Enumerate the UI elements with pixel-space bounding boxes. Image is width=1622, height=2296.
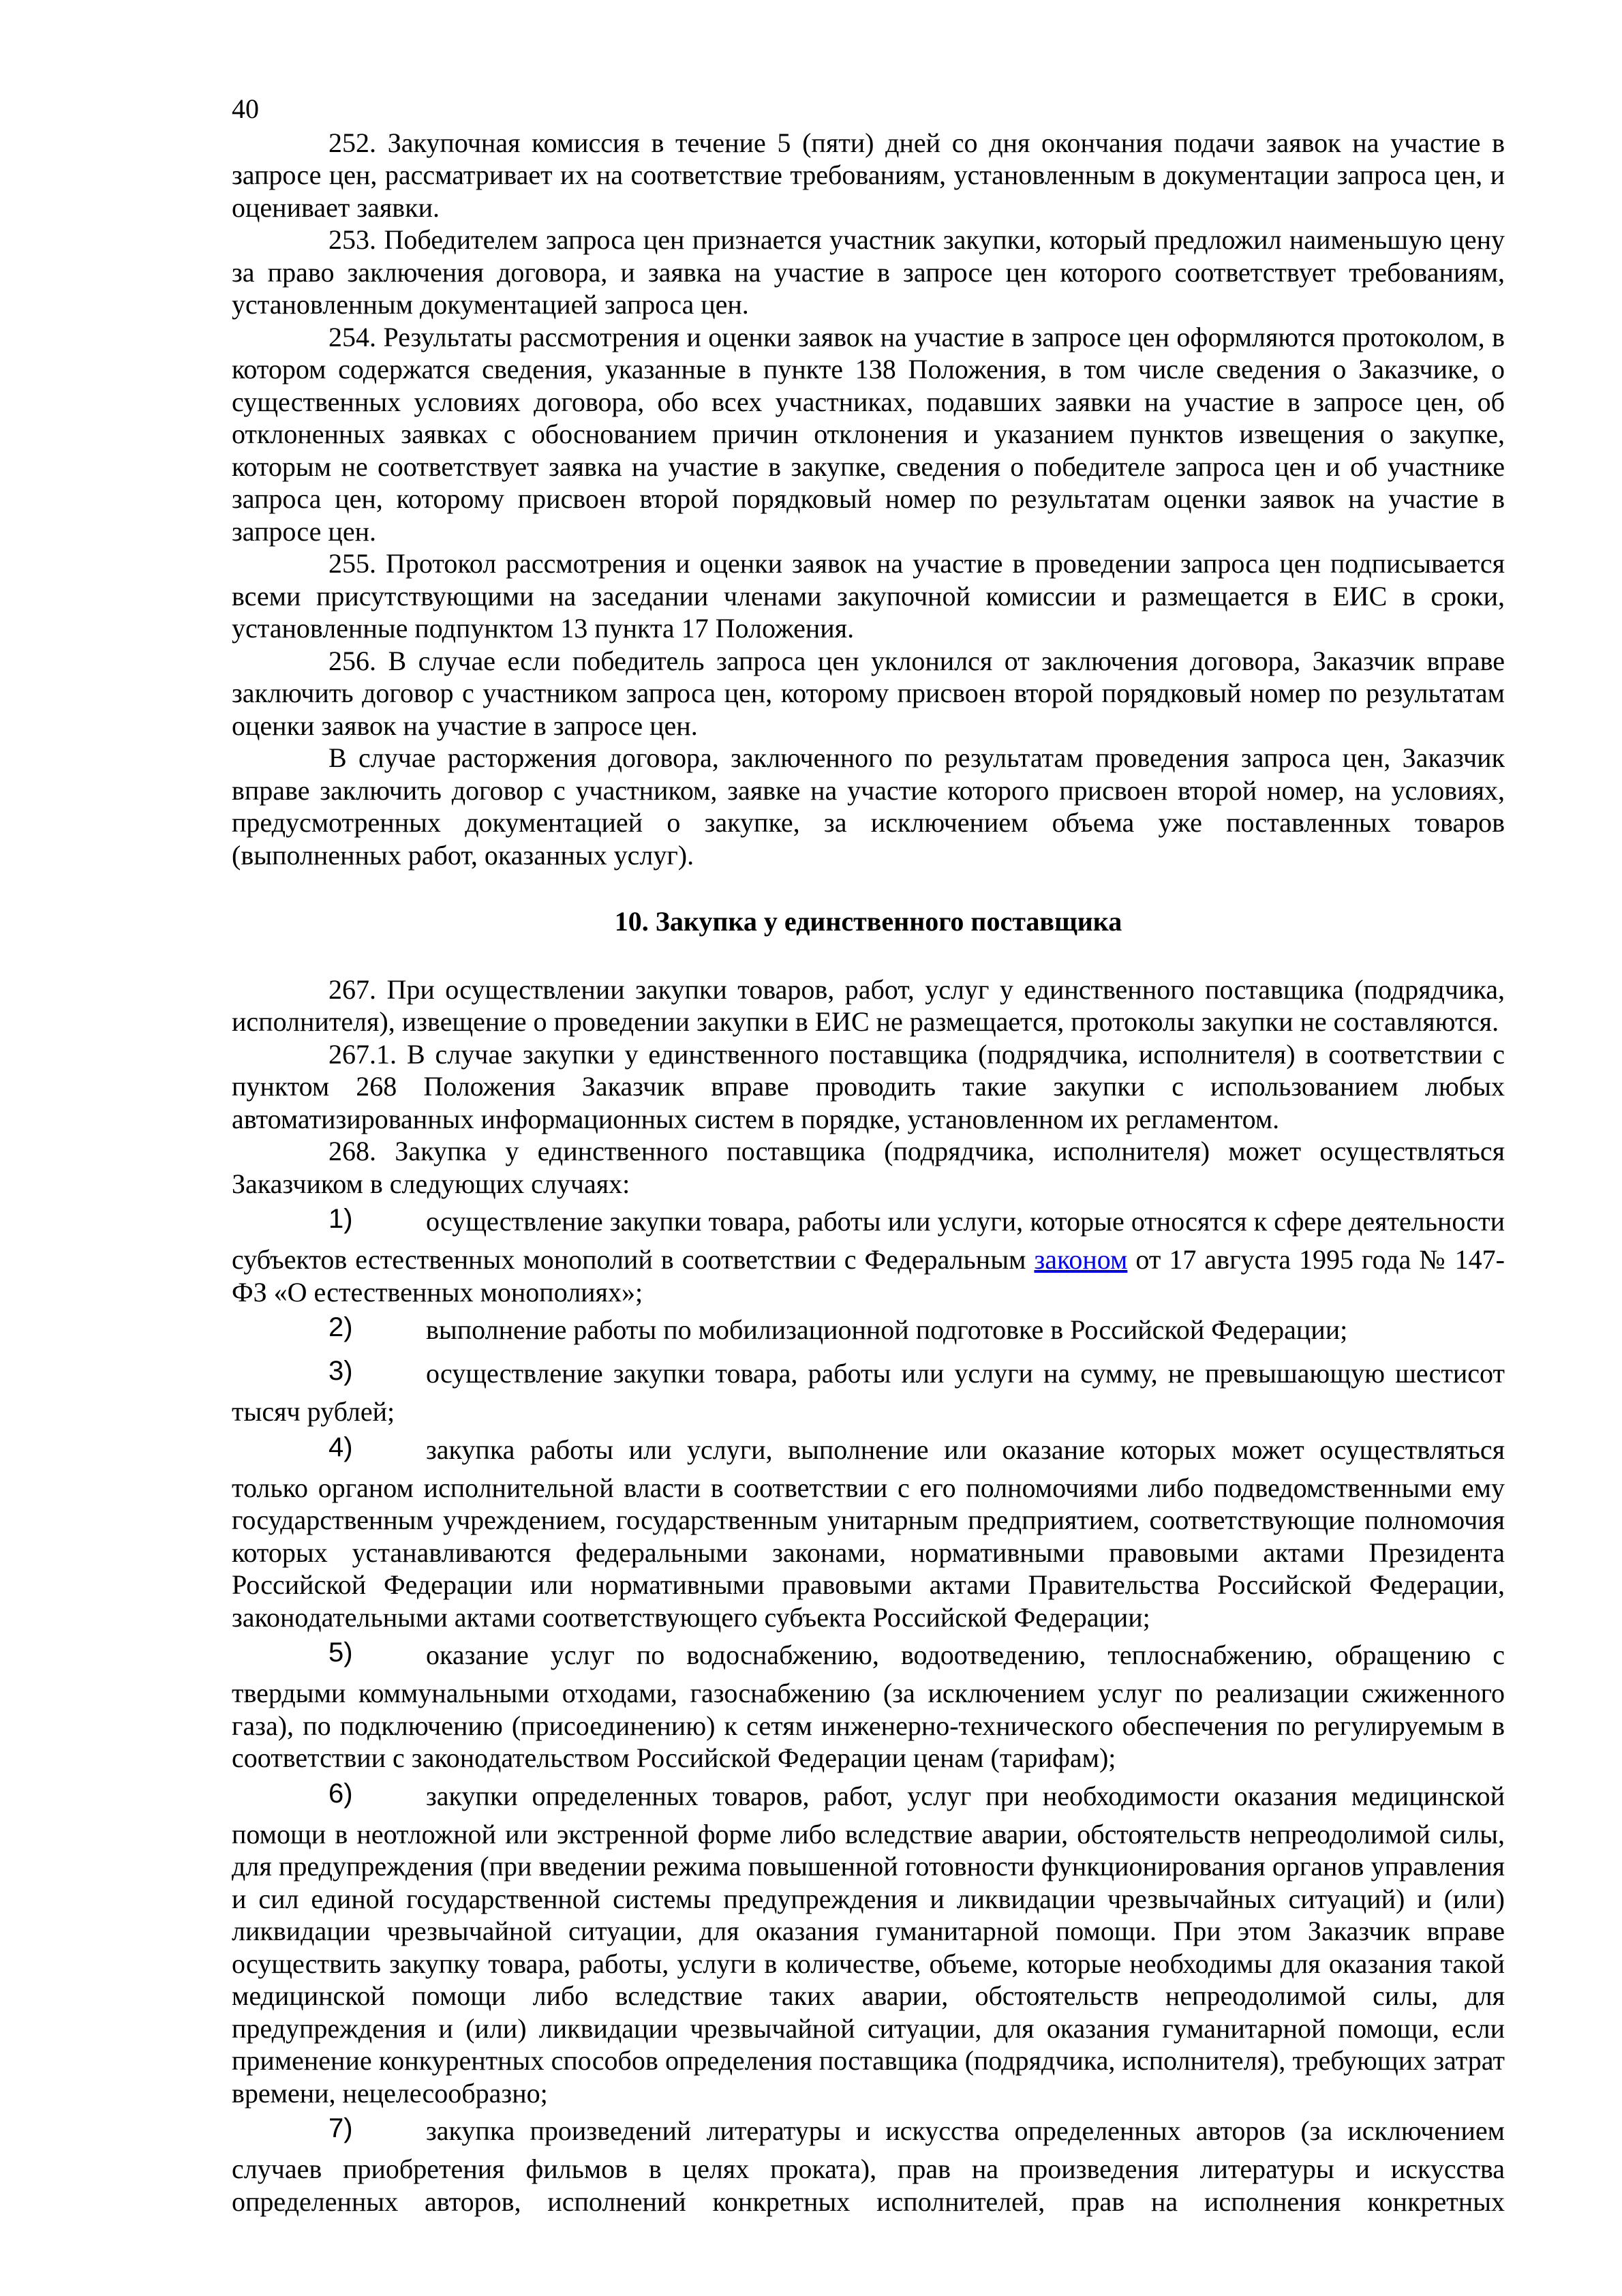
- list-marker: 4): [328, 1432, 353, 1462]
- list-item-continuation: случаев приобретения фильмов в целях проката), прав на произведения литературы и искусства определенных авторов, исполнений конкретных исполнителей, прав на исполнения конкретных: [232, 2154, 1505, 2217]
- paragraph-255: 255. Протокол рассмотрения и оценки заявок на участие в проведении запроса цен подписывается всеми присутствующими на заседании членами закупочной комиссии и размещается в ЕИС в сроки, установленные подпунктом 13 пункта 17 Положения.: [232, 548, 1505, 644]
- list-marker: 6): [328, 1778, 353, 1809]
- list-item-first-line: [232, 1428, 1505, 1472]
- list-item-2: [232, 1308, 1505, 1352]
- federal-law-link[interactable]: законом: [1034, 1244, 1128, 1275]
- list-item-text: закупка произведений литературы и искусства определенных авторов (за исключением: [426, 2115, 1505, 2146]
- paragraph-252: 252. Закупочная комиссия в течение 5 (пяти) дней со дня окончания подачи заявок на участие в запросе цен, рассматривает их на соответствие требованиям, установленным в документации запроса цен, и оценивает заявки.: [232, 127, 1505, 223]
- list-item-first-line: [232, 1200, 1505, 1243]
- list-marker: 1): [328, 1204, 353, 1234]
- page-number: 40: [232, 93, 259, 124]
- paragraph-254: 254. Результаты рассмотрения и оценки заявок на участие в запросе цен оформляются протоколом, в котором содержатся сведения, указанные в пункте 138 Положения, в том числе сведения о Заказчике, о существенных условиях договора, обо всех участниках, подавших заявки на участие в запросе цен, об отклоненных заявках с обоснованием причин отклонения и указанием пунктов извещения о закупке, которым не соответствует заявка на участие в закупке, сведения о победителе запроса цен и об участнике запроса цен, которому присвоен второй порядковый номер по результатам оценки заявок на участие в запросе цен.: [232, 321, 1505, 547]
- list-item-first-line: [232, 1774, 1505, 1818]
- paragraph-256: 256. В случае если победитель запроса цен уклонился от заключения договора, Заказчик вправе заключить договор с участником запроса цен, которому присвоен второй порядковый номер по результатам оценки заявок на участие в запросе цен.: [232, 645, 1505, 741]
- list-item-5: [232, 1633, 1505, 1774]
- list-item-7: [232, 2109, 1505, 2218]
- paragraph-253: 253. Победителем запроса цен признается участник закупки, который предложил наименьшую цену за право заключения договора, и заявка на участие в запросе цен которого соответствует требованиям, установленным документацией запроса цен.: [232, 224, 1505, 320]
- list-item-continuation: помощи в неотложной или экстренной форме либо вследствие аварии, обстоятельств непреодолимой силы, для предупреждения (при введении режима повышенной готовности функционирования органов управления и сил единой государственной системы предупреждения и ликвидации чрезвычайных ситуаций) и (или) ликвидации чрезвычайной ситуации, для оказания гуманитарной помощи. При этом Заказчик вправе осуществить закупку товара, работы, услуги в количестве, объеме, которые необходимы для оказания такой медицинской помощи либо вследствие таких аварии, обстоятельств непреодолимой силы, для предупреждения и (или) ликвидации чрезвычайной ситуации, для оказания гуманитарной помощи, если применение конкурентных способов определения поставщика (подрядчика, исполнителя), требующих затрат времени, нецелесообразно;: [232, 1818, 1505, 2109]
- list-item-4: [232, 1428, 1505, 1634]
- paragraph-268: 268. Закупка у единственного поставщика (подрядчика, исполнителя) может осуществляться Заказчиком в следующих случаях:: [232, 1136, 1505, 1199]
- list-item-text: закупки определенных товаров, работ, услуг при необходимости оказания медицинской: [426, 1780, 1505, 1811]
- list-item-text: выполнение работы по мобилизационной подготовке в Российской Федерации;: [426, 1314, 1348, 1345]
- list-marker: 3): [328, 1356, 353, 1386]
- paragraph-256-continued: В случае расторжения договора, заключенного по результатам проведения запроса цен, Заказчик вправе заключить договор с участником, заявке на участие которого присвоен второй номер, на условиях, предусмотренных документацией о закупке, за исключением объема уже поставленных товаров (выполненных работ, оказанных услуг).: [232, 742, 1505, 871]
- list-item-first-line: [232, 1352, 1505, 1395]
- list-item-1: [232, 1200, 1505, 1308]
- paragraph-267-1: 267.1. В случае закупки у единственного поставщика (подрядчика, исполнителя) в соответствии с пунктом 268 Положения Заказчик вправе проводить такие закупки с использованием любых автоматизированных информационных систем в порядке, установленном их регламентом.: [232, 1038, 1505, 1134]
- list-item-6: [232, 1774, 1505, 2110]
- list-item-text: оказание услуг по водоснабжению, водоотведению, теплоснабжению, обращению с: [426, 1640, 1505, 1670]
- list-item-text: осуществление закупки товара, работы или услуги, которые относятся к сфере деятельности: [426, 1206, 1505, 1237]
- list-item-first-line: [232, 1308, 1505, 1352]
- list-item-first-line: [232, 1633, 1505, 1677]
- list-item-continuation: тысяч рублей;: [232, 1396, 395, 1427]
- paragraph-267: 267. При осуществлении закупки товаров, работ, услуг у единственного поставщика (подрядчика, исполнителя), извещение о проведении закупки в ЕИС не размещается, протоколы закупки не составляются.: [232, 973, 1505, 1037]
- list-item-first-line: [232, 2109, 1505, 2153]
- list-item-text: от 17 августа 1995 года № 147-ФЗ «О естественных монополиях»;: [232, 1244, 1505, 1308]
- list-item-text: осуществление закупки товара, работы или услуги на сумму, не превышающую шестисот: [426, 1358, 1505, 1389]
- list-item-continuation: твердыми коммунальными отходами, газоснабжению (за исключением услуг по реализации сжиженного газа), по подключению (присоединению) к сетям инженерно-технического обеспечения по регулируемым в соответствии с законодательством Российской Федерации ценам (тарифам);: [232, 1678, 1505, 1773]
- list-item-3: [232, 1352, 1505, 1428]
- list-marker: 7): [328, 2113, 353, 2143]
- section-heading: 10. Закупка у единственного поставщика: [614, 906, 1122, 937]
- list-item-continuation: только органом исполнительной власти в соответствии с его полномочиями либо подведомственными ему государственным учреждением, государственным унитарным предприятием, соответствующие полномочия которых устанавливаются федеральными законами, нормативными правовыми актами Президента Российской Федерации или нормативными правовыми актами Правительства Российской Федерации, законодательными актами соответствующего субъекта Российской Федерации;: [232, 1472, 1505, 1633]
- list-item-text: закупка работы или услуги, выполнение или оказание которых может осуществляться: [426, 1434, 1505, 1465]
- document-page: [232, 93, 1505, 2218]
- list-marker: 2): [328, 1312, 353, 1342]
- list-item-text: субъектов естественных монополий в соответствии с Федеральным: [232, 1244, 1035, 1275]
- list-item-continuation: [232, 1243, 1505, 1308]
- list-marker: 5): [328, 1637, 353, 1667]
